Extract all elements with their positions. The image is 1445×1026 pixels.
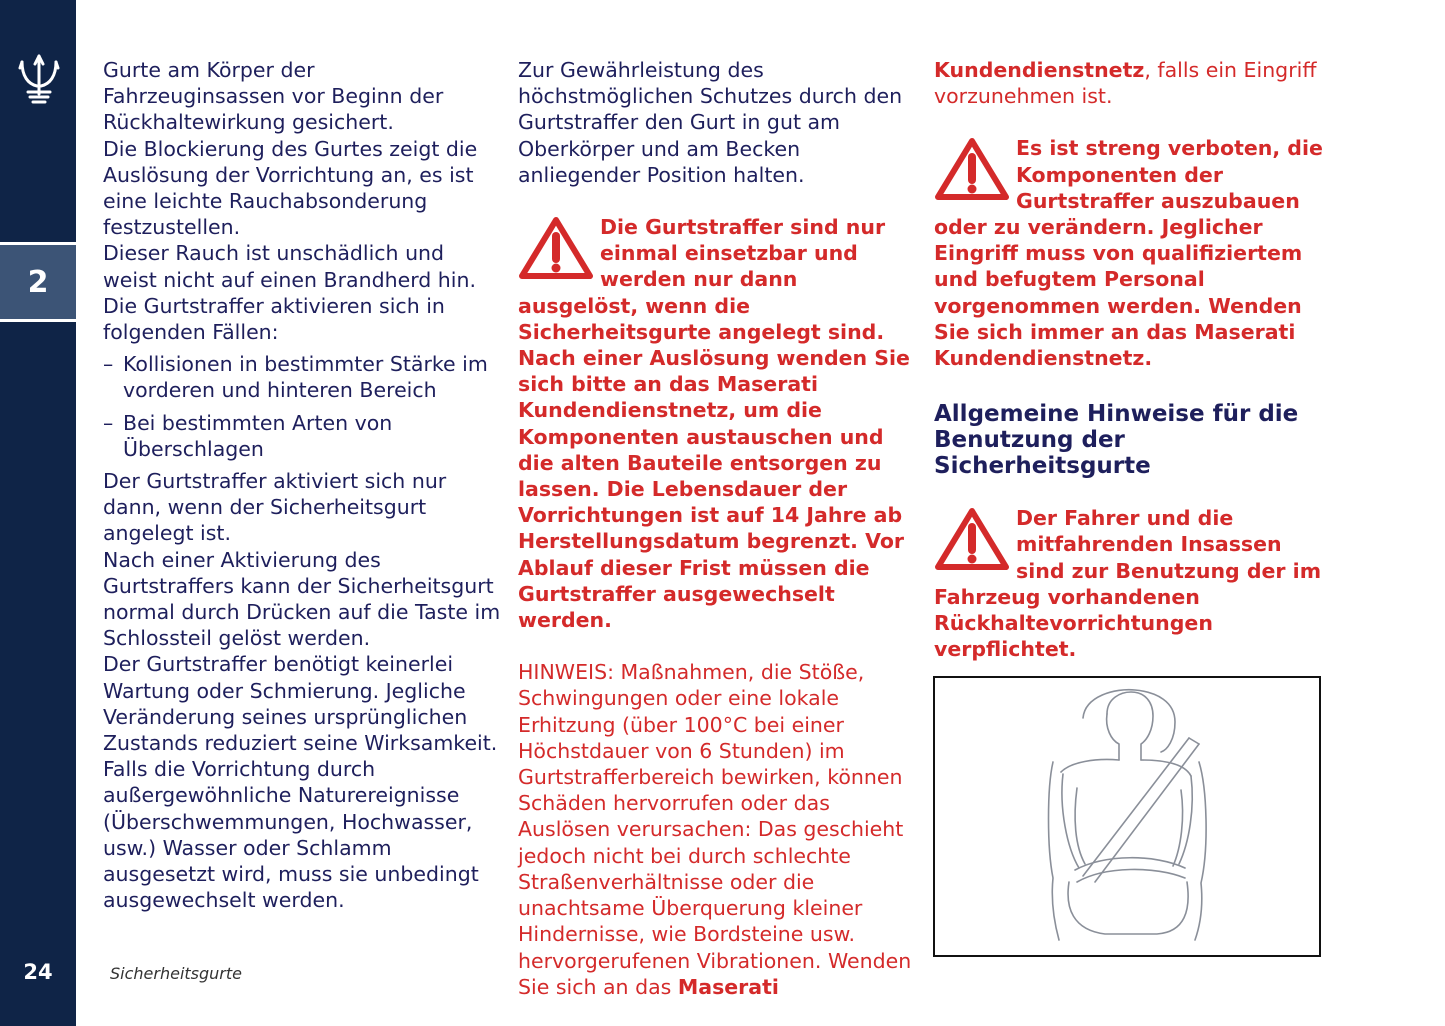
footer-section-title: Sicherheitsgurte — [110, 964, 242, 983]
list-item: – Bei bestimmten Arten von Überschlagen — [103, 410, 503, 462]
paragraph: Nach einer Aktivierung des Gurtstraffers kann der Sicherheitsgurt normal durch Drücken auf die Taste im Schlossteil gelöst werden. — [103, 547, 501, 651]
note-text: , falls ein Eingriff vorzunehmen ist. — [934, 58, 1317, 109]
note-emphasis: Maserati — [677, 974, 779, 999]
paragraph: Die Gurtstraffer aktivieren sich in folgenden Fällen: — [103, 293, 445, 345]
paragraph: Gurte am Körper der Fahrzeuginsassen vor Beginn der Rückhaltewirkung gesichert. — [103, 58, 444, 135]
note-emphasis: Kundendienstnetz — [934, 58, 1145, 82]
activation-cases-list — [103, 351, 503, 462]
section-heading: Allgemeine Hinweise für die Benutzung der Sicherheitsgurte — [934, 401, 1299, 480]
seatbelt-occupant-drawing — [935, 678, 1319, 955]
paragraph: Zur Gewährleistung des höchstmöglichen Schutzes durch den Gurtstraffer den Gurt in gut am Oberkörper und am Becken anliegender Position halten. — [518, 58, 903, 187]
note-continuation — [934, 57, 1334, 109]
seatbelt-illustration — [933, 676, 1321, 957]
warning-triangle-icon — [518, 216, 594, 280]
chapter-tab[interactable]: 2 — [0, 242, 76, 322]
paragraph: Der Gurtstraffer benötigt keinerlei Wartung oder Schmierung. Jegliche Veränderung seines ursprünglichen Zustands reduziert seine Wirksamkeit. — [103, 652, 498, 756]
note-text: HINWEIS: Maßnahmen, die Stöße, Schwingungen oder eine lokale Erhitzung (über 100°C bei einer Höchstdauer von 6 Stunden) im Gurtstrafferbereich bewirken, können Schäden hervorrufen oder das Auslösen verursachen: Das geschieht jedoch nicht bei durch schlechte Straßenverhältnisse oder die unachtsame Überquerung kleiner Hindernisse, wie Bordsteine usw. hervorgerufenen Vibrationen. Wenden Sie sich an das — [518, 660, 912, 999]
warning-block — [934, 135, 1334, 371]
warning-text: Es ist streng verboten, die Komponenten der Gurtstraffer auszubauen oder zu verändern. Jeglicher Eingriff muss von qualifiziertem und befugtem Personal vorgenommen werden. Wenden Sie sich immer an das Maserati Kundendienstnetz. — [934, 136, 1323, 371]
warning-triangle-icon — [934, 137, 1010, 201]
trident-logo-icon — [18, 52, 60, 108]
paragraph: Die Blockierung des Gurtes zeigt die Auslösung der Vorrichtung an, es ist eine leichte Rauchabsonderung festzustellen. — [103, 136, 478, 240]
column-1 — [103, 57, 503, 914]
paragraph: Falls die Vorrichtung durch außergewöhnliche Naturereignisse (Überschwemmungen, Hochwasser, usw.) Wasser oder Schlamm ausgesetzt wird, muss sie unbedingt ausgewechselt werden. — [103, 757, 479, 913]
column-2 — [518, 57, 913, 1000]
paragraph: Der Gurtstraffer aktiviert sich nur dann, wenn der Sicherheitsgurt angelegt ist. — [103, 469, 447, 546]
warning-text: Der Fahrer und die mitfahrenden Insassen sind zur Benutzung der im Fahrzeug vorhandenen Rückhaltevorrichtungen verpflichtet. — [934, 506, 1322, 662]
warning-triangle-icon — [934, 507, 1010, 571]
list-item: – Kollisionen in bestimmter Stärke im vorderen und hinteren Bereich — [103, 351, 503, 403]
sidebar — [0, 0, 76, 1026]
note-paragraph — [518, 659, 913, 1000]
page-number: 24 — [23, 960, 53, 984]
column-3 — [934, 57, 1334, 662]
warning-text: Die Gurtstraffer sind nur einmal einsetzbar und werden nur dann ausgelöst, wenn die Sicherheitsgurte angelegt sind. Nach einer Auslösung wenden Sie sich bitte an das Maserati Kundendienstnetz, um die Komponenten austauschen und die alten Bauteile entsorgen zu lassen. Die Lebensdauer der Vorrichtungen ist auf 14 Jahre ab Herstellungsdatum begrenzt. Vor Ablauf dieser Frist müssen die Gurtstraffer ausgewechselt werden. — [518, 215, 910, 633]
warning-block — [934, 505, 1334, 662]
paragraph: Dieser Rauch ist unschädlich und weist nicht auf einen Brandherd hin. — [103, 241, 476, 292]
warning-block — [518, 214, 913, 633]
